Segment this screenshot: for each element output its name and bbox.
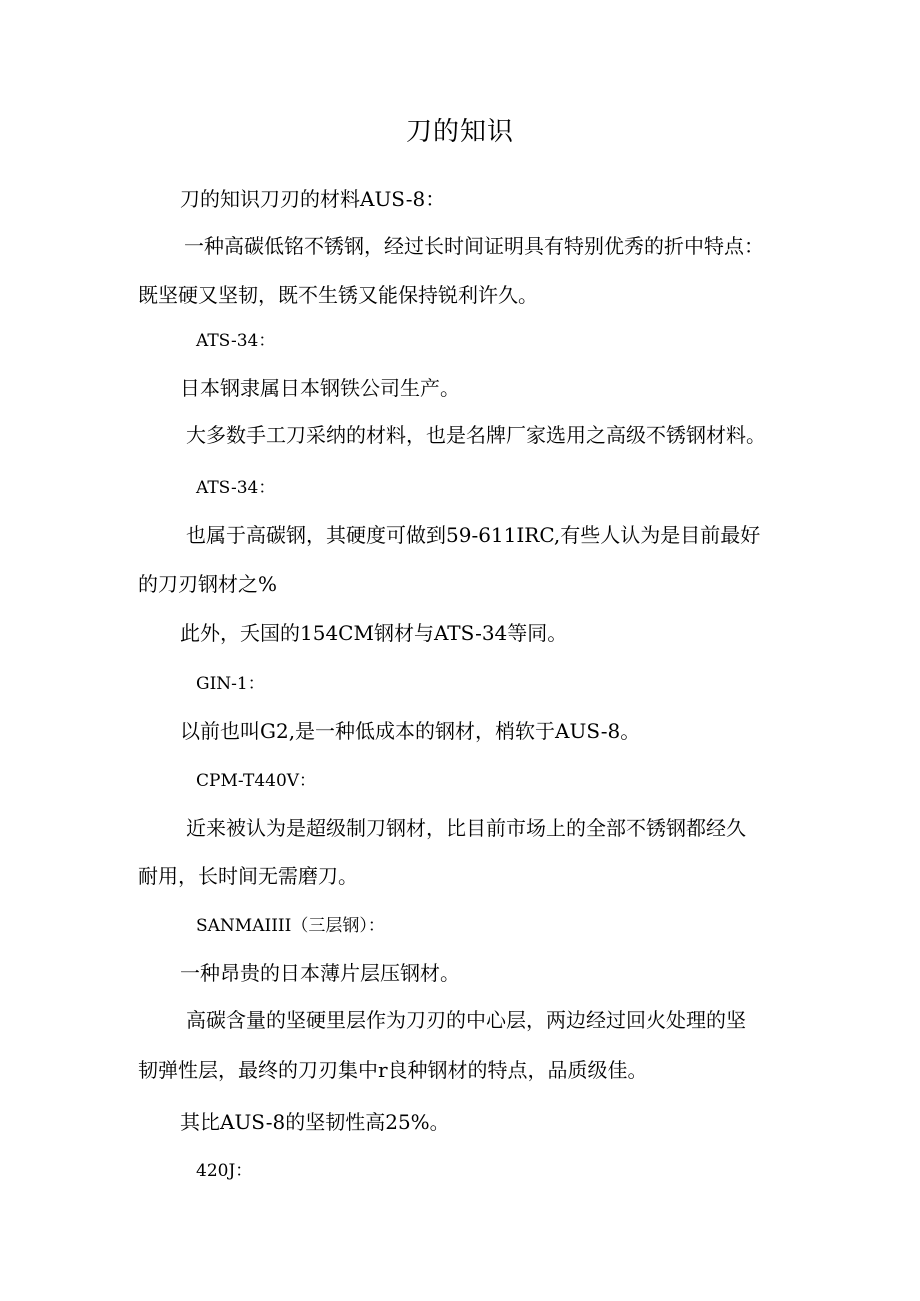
paragraph-line: 大多数手工刀采纳的材料，也是名牌厂家选用之高级不锈钢材料。 <box>186 423 766 447</box>
document-title: 刀的知识 <box>405 117 514 147</box>
material-heading: SANMAIIII（三层钢）： <box>196 916 385 936</box>
paragraph-line: 高碳含量的坚硬里层作为刀刃的中心层，两边经过回火处理的坚 <box>186 1008 746 1032</box>
material-heading: 420J： <box>196 1161 253 1181</box>
paragraph-line: 的刀刃钢材之% <box>138 572 278 596</box>
paragraph-line: 此外，夭国的154CM钢材与ATS-34等同。 <box>180 621 568 645</box>
material-heading: ATS-34： <box>196 478 276 498</box>
paragraph-line: 近来被认为是超级制刀钢材，比目前市场上的全部不锈钢都经久 <box>186 816 746 840</box>
material-heading: GIN-1： <box>196 674 265 694</box>
paragraph-line: 日本钢隶属日本钢铁公司生产。 <box>180 376 460 400</box>
paragraph-line: 其比AUS-8的坚韧性高25%。 <box>180 1110 450 1134</box>
paragraph-line: 耐用，长时间无需磨刀。 <box>138 864 358 888</box>
paragraph-line: 韧弹性层，最终的刀刃集中r良种钢材的特点，品质级佳。 <box>138 1058 648 1082</box>
paragraph-line: 既坚硬又坚韧，既不生锈又能保持锐利许久。 <box>138 283 538 307</box>
paragraph-line: 一种高碳低铭不锈钢，经过长时间证明具有特别优秀的折中特点： <box>184 234 764 258</box>
paragraph-line: 也属于高碳钢，其硬度可做到59-611IRC,有些人认为是目前最好 <box>186 523 761 547</box>
material-heading: CPM-T440V： <box>196 771 317 791</box>
paragraph-line: 以前也叫G2,是一种低成本的钢材，梢软于AUS-8。 <box>180 719 641 743</box>
material-heading: ATS-34： <box>196 331 276 351</box>
paragraph-line: 刀的知识刀刃的材料AUS-8： <box>180 187 446 211</box>
paragraph-line: 一种昂贵的日本薄片层压钢材。 <box>180 961 460 985</box>
